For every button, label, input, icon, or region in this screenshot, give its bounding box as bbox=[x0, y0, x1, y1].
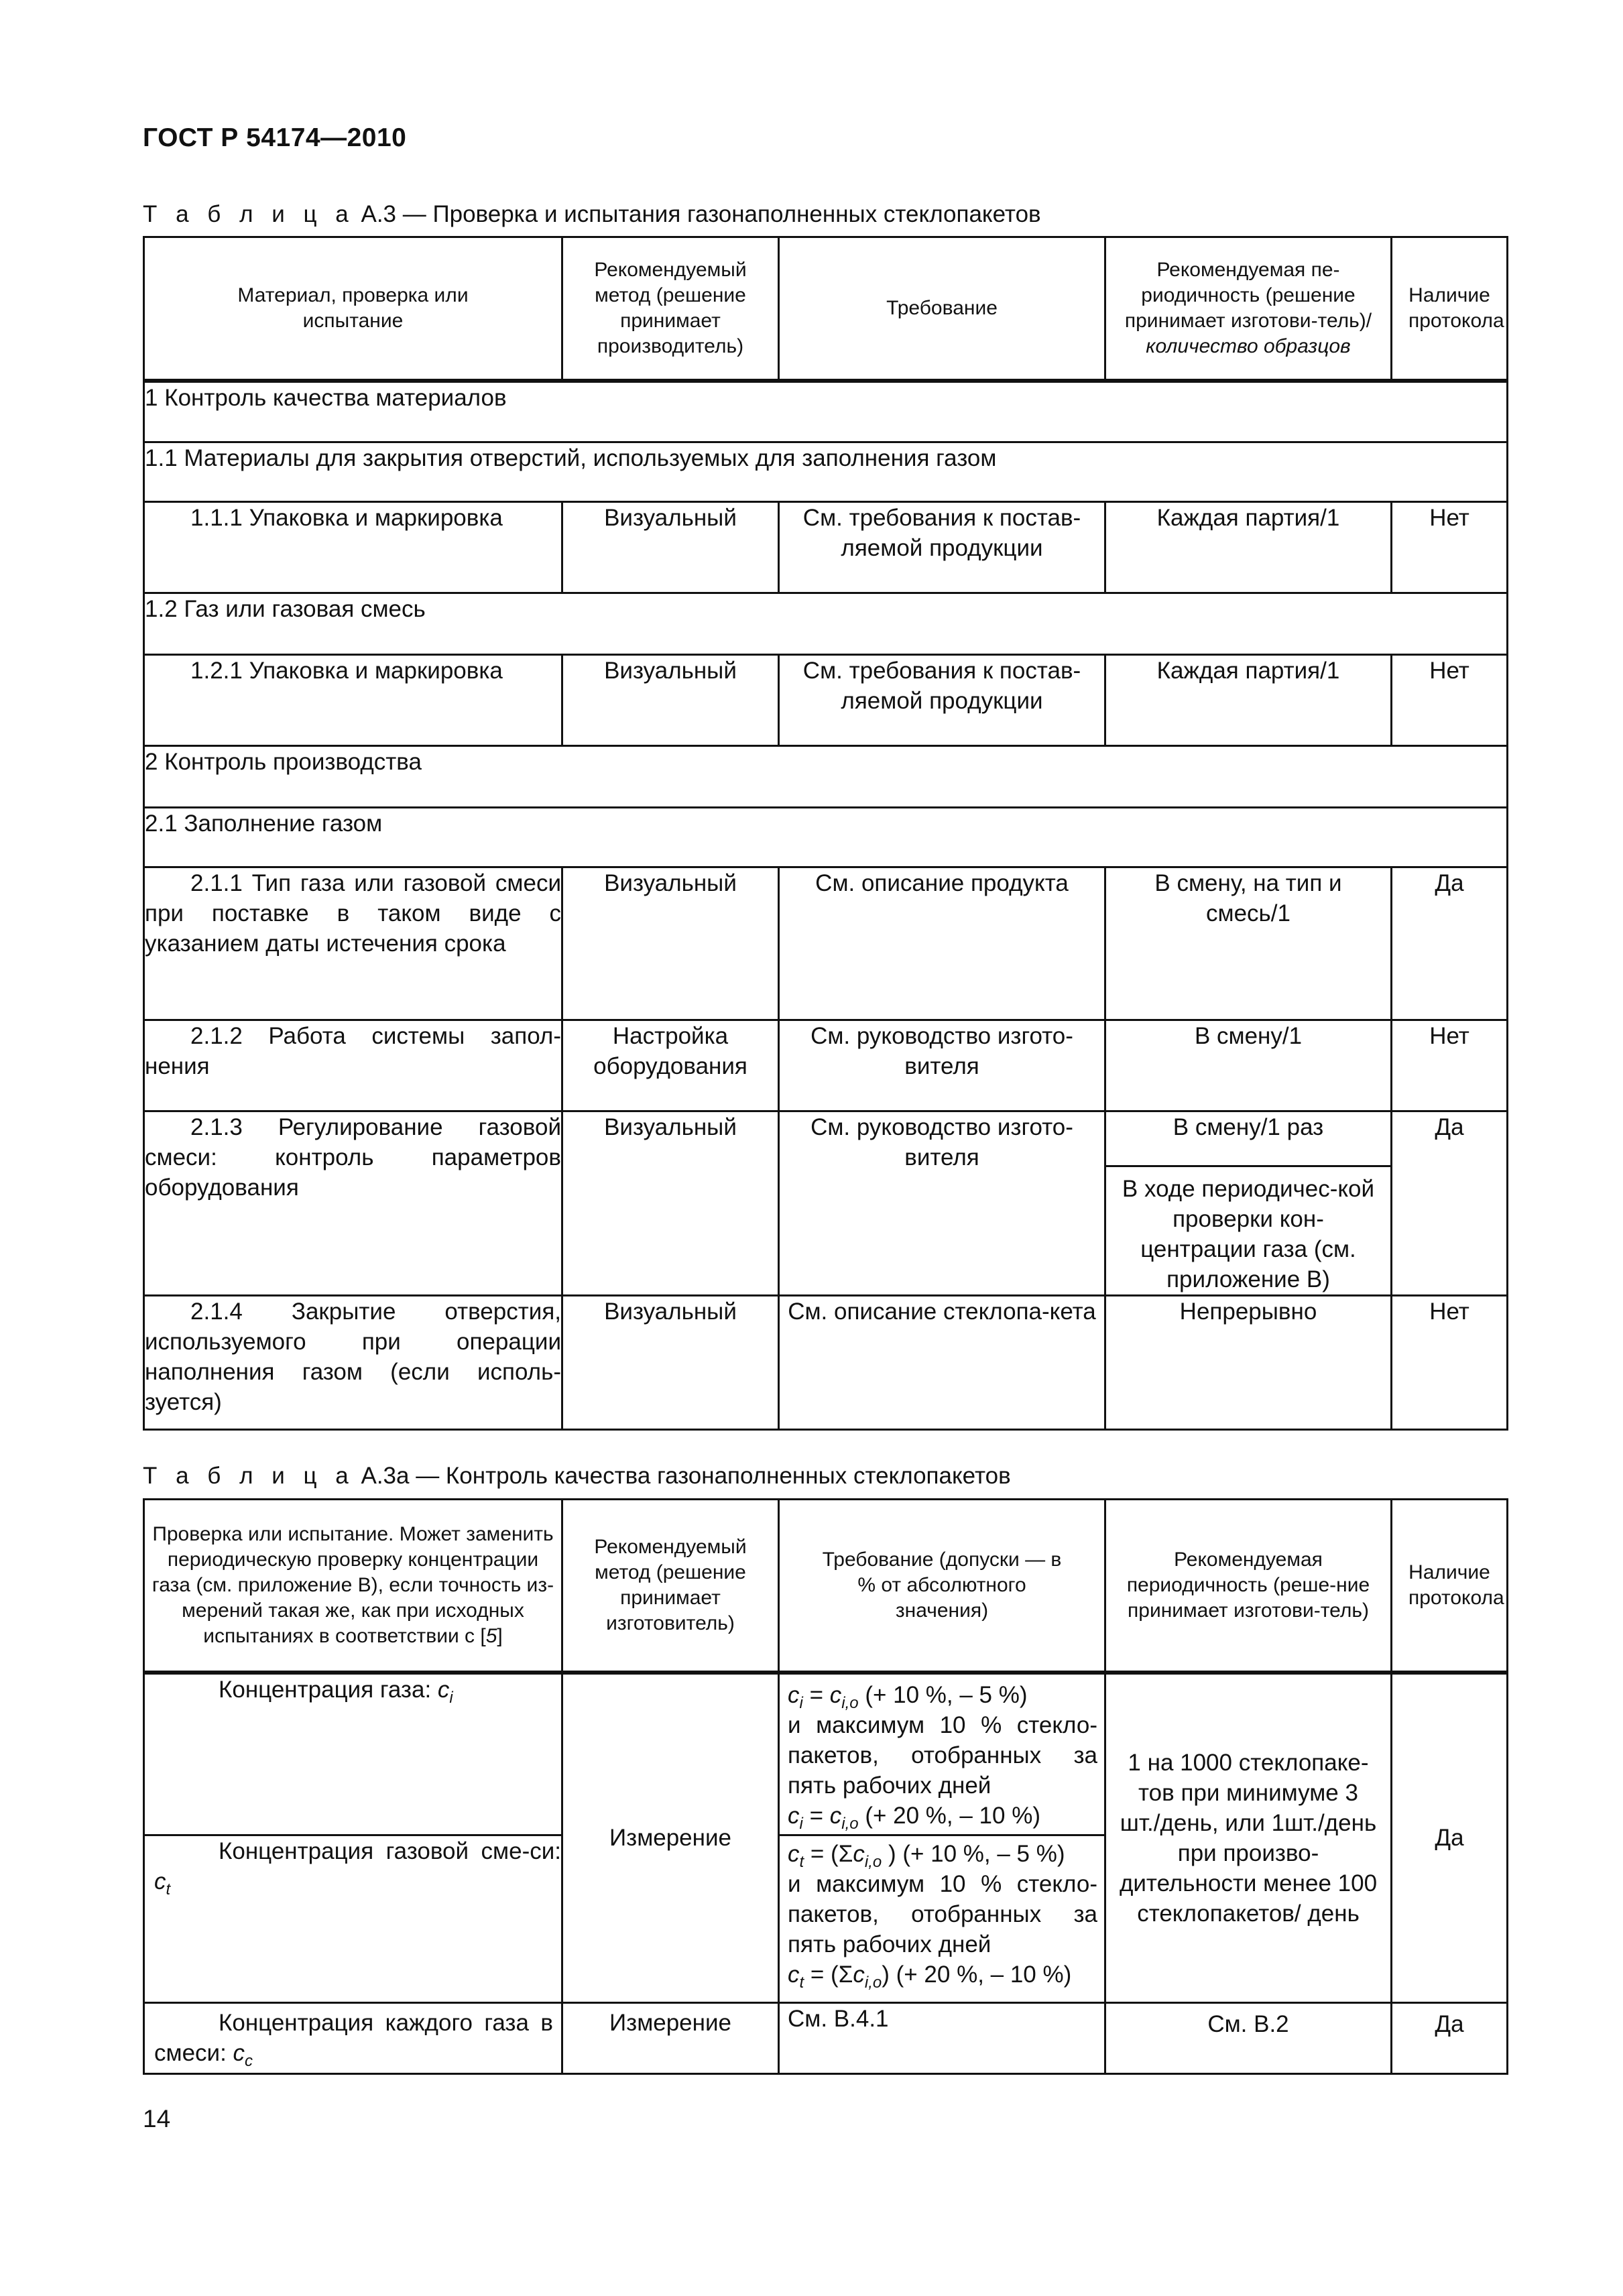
row-121-item: 1.2.1 Упаковка и маркировка bbox=[144, 655, 562, 746]
section-2-1: 2.1 Заполнение газом bbox=[144, 808, 1508, 867]
shared-protocol: Да bbox=[1392, 1673, 1508, 2003]
table-row bbox=[144, 867, 1508, 1020]
caption-text: А.3а — Контроль качества газонаполненных стеклопакетов bbox=[361, 1463, 1011, 1489]
row-121-protocol: Нет bbox=[1392, 655, 1508, 746]
row-111-requirement: См. требования к постав-ляемой продукции bbox=[779, 502, 1105, 593]
table-a3a-caption bbox=[143, 1463, 1011, 1490]
row-213-item: 2.1.3 Регулирование газовой смеси: контроль параметров оборудования bbox=[144, 1111, 562, 1296]
caption-prefix: Т а б л и ц а bbox=[143, 1463, 355, 1489]
table-row bbox=[144, 1673, 1508, 1835]
header-periodicity-italic: количество образцов bbox=[1146, 335, 1351, 357]
row-211-requirement: См. описание продукта bbox=[779, 867, 1105, 1020]
row-each-method: Измерение bbox=[562, 2003, 779, 2074]
shared-method: Измерение bbox=[562, 1673, 779, 2003]
header-material: Материал, проверка или испытание bbox=[144, 237, 562, 381]
section-1-1: 1.1 Материалы для закрытия отверстий, используемых для заполнения газом bbox=[144, 442, 1508, 502]
section-row bbox=[144, 442, 1508, 502]
table-row bbox=[144, 1111, 1508, 1166]
row-212-periodicity: В смену/1 bbox=[1105, 1020, 1392, 1111]
row-111-method: Визуальный bbox=[562, 502, 779, 593]
row-213-periodicity-b: В ходе периодичес-кой проверки кон-центрации газа (см. приложение В) bbox=[1105, 1166, 1392, 1296]
table-row bbox=[144, 655, 1508, 746]
row-214-protocol: Нет bbox=[1392, 1296, 1508, 1430]
req-gas-line1: $c_i = c_{i,o}$ (+ 10 %, – 5 %) bbox=[788, 1681, 1028, 1712]
row-214-item: 2.1.4 Закрытие отверстия, используемого при операции наполнения газом (если исполь-зуется) bbox=[144, 1296, 562, 1430]
section-1: 1 Контроль качества материалов bbox=[144, 381, 1508, 442]
page-number: 14 bbox=[143, 2105, 171, 2132]
caption-text: А.3 — Проверка и испытания газонаполненных стеклопакетов bbox=[361, 201, 1041, 227]
table-header-row bbox=[144, 1500, 1508, 1673]
row-213-requirement: См. руководство изгото-вителя bbox=[779, 1111, 1105, 1296]
row-111-periodicity: Каждая партия/1 bbox=[1105, 502, 1392, 593]
row-214-periodicity: Непрерывно bbox=[1105, 1296, 1392, 1430]
req-gas-line3: $c_i = c_{i,o}$ (+ 20 %, – 10 %) bbox=[788, 1802, 1040, 1833]
row-211-item: 2.1.1 Тип газа или газовой смеси при поставке в таком виде с указанием даты истечения срока bbox=[144, 867, 562, 1020]
row-121-periodicity: Каждая партия/1 bbox=[1105, 655, 1392, 746]
header-periodicity: Рекомендуемая пе-риодичность (решение принимает изготови-тель)/количество образцов bbox=[1105, 237, 1392, 381]
table-row bbox=[144, 1296, 1508, 1430]
header-periodicity: Рекомендуемая периодичность (реше-ние принимает изготови-тель) bbox=[1105, 1500, 1392, 1673]
header-requirement: Требование bbox=[779, 237, 1105, 381]
header-check: Проверка или испытание. Может заменить периодическую проверку концентрации газа (см. приложение В), если точность из-мерений такая же, как при исходных испытаниях в соответствии с [5] bbox=[144, 1500, 562, 1673]
row-213-periodicity-a: В смену/1 раз bbox=[1105, 1111, 1392, 1166]
row-gas-label: Концентрация газа: $c_i$ bbox=[144, 1673, 562, 1835]
row-121-method: Визуальный bbox=[562, 655, 779, 746]
table-a3 bbox=[143, 236, 1508, 1431]
shared-periodicity: 1 на 1000 стеклопаке-тов при минимуме 3 шт./день, или 1шт./день при произво-дительности менее 100 стеклопакетов/ день bbox=[1105, 1673, 1392, 2003]
row-each-periodicity: См. В.2 bbox=[1105, 2003, 1392, 2074]
section-row bbox=[144, 746, 1508, 808]
header-reference: 5 bbox=[485, 1624, 497, 1647]
document-header: ГОСТ Р 54174—2010 bbox=[143, 123, 407, 152]
row-111-item: 1.1.1 Упаковка и маркировка bbox=[144, 502, 562, 593]
row-111-protocol: Нет bbox=[1392, 502, 1508, 593]
header-protocol: Наличие протокола bbox=[1392, 237, 1508, 381]
req-mix-line1: $c_t = (\Sigma c_{i,o}$ ) (+ 10 %, – 5 %) bbox=[788, 1841, 1065, 1871]
header-protocol: Наличие протокола bbox=[1392, 1500, 1508, 1673]
row-212-method: Настройка оборудования bbox=[562, 1020, 779, 1111]
section-row bbox=[144, 381, 1508, 442]
row-each-requirement: См. В.4.1 bbox=[779, 2003, 1105, 2074]
header-method: Рекомендуемый метод (решение принимает изготовитель) bbox=[562, 1500, 779, 1673]
table-a3-caption bbox=[143, 201, 1041, 228]
req-mix-line2: и максимум 10 % стекло-пакетов, отобранных за пять рабочих дней bbox=[788, 1871, 1097, 1957]
table-row bbox=[144, 1020, 1508, 1111]
table-row bbox=[144, 502, 1508, 593]
row-214-method: Визуальный bbox=[562, 1296, 779, 1430]
row-212-requirement: См. руководство изгото-вителя bbox=[779, 1020, 1105, 1111]
row-121-requirement: См. требования к постав-ляемой продукции bbox=[779, 655, 1105, 746]
row-212-item: 2.1.2 Работа системы запол-нения bbox=[144, 1020, 562, 1111]
req-gas-line2: и максимум 10 % стекло-пакетов, отобранных за пять рабочих дней bbox=[788, 1711, 1097, 1799]
table-header-row bbox=[144, 237, 1508, 381]
row-212-protocol: Нет bbox=[1392, 1020, 1508, 1111]
row-211-protocol: Да bbox=[1392, 867, 1508, 1020]
row-gas-requirement bbox=[779, 1673, 1105, 1835]
section-row bbox=[144, 808, 1508, 867]
table-a3a bbox=[143, 1498, 1508, 2075]
caption-prefix: Т а б л и ц а bbox=[143, 201, 355, 227]
header-method: Рекомендуемый метод (решение принимает производитель) bbox=[562, 237, 779, 381]
row-213-method: Визуальный bbox=[562, 1111, 779, 1296]
row-mix-label: Концентрация газовой сме-си: $c_t$ bbox=[144, 1835, 562, 2003]
row-each-protocol: Да bbox=[1392, 2003, 1508, 2074]
table-row bbox=[144, 2003, 1508, 2074]
row-214-requirement: См. описание стеклопа-кета bbox=[779, 1296, 1105, 1430]
row-213-protocol: Да bbox=[1392, 1111, 1508, 1296]
row-211-periodicity: В смену, на тип и смесь/1 bbox=[1105, 867, 1392, 1020]
row-211-method: Визуальный bbox=[562, 867, 779, 1020]
header-requirement: Требование (допуски — в % от абсолютного значения) bbox=[779, 1500, 1105, 1673]
section-1-2: 1.2 Газ или газовая смесь bbox=[144, 593, 1508, 655]
row-mix-requirement bbox=[779, 1835, 1105, 2003]
req-mix-line3: $c_t = (\Sigma c_{i,o})$ (+ 20 %, – 10 %) bbox=[788, 1961, 1072, 1992]
section-2: 2 Контроль производства bbox=[144, 746, 1508, 808]
section-row bbox=[144, 593, 1508, 655]
row-each-label: Концентрация каждого газа в смеси: $c_c$ bbox=[144, 2003, 562, 2074]
